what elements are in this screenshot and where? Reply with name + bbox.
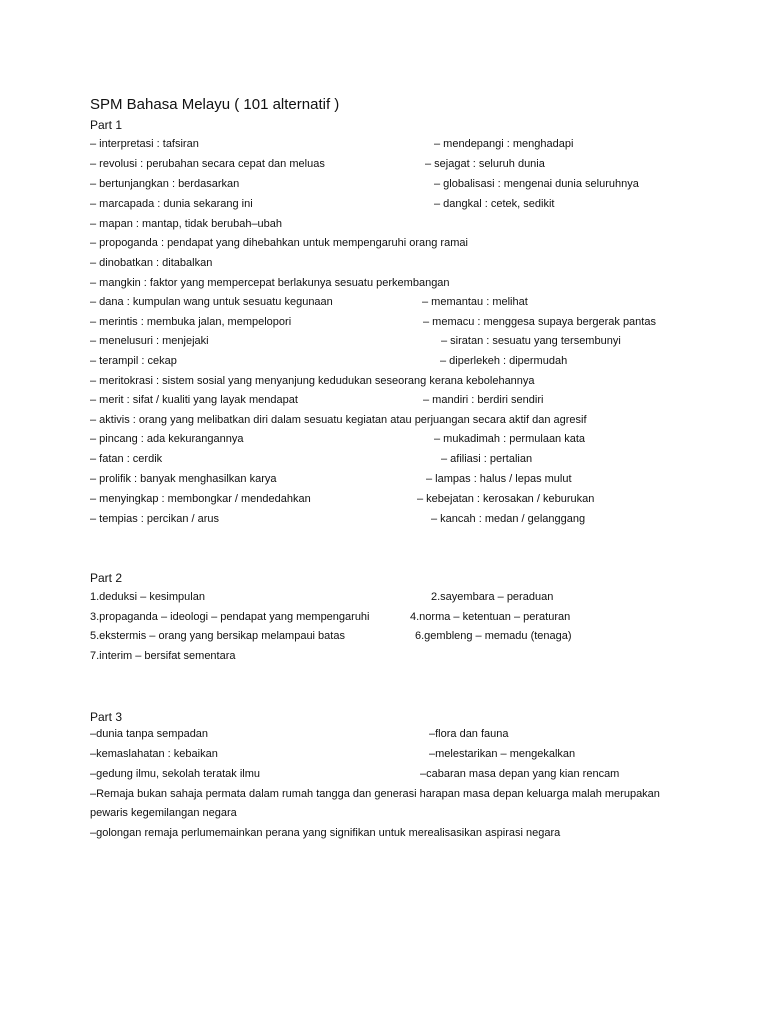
term-left: – revolusi : perubahan secara cepat dan meluas bbox=[90, 158, 325, 170]
term-right: – mandiri : berdiri sendiri bbox=[423, 394, 544, 406]
term-left: – terampil : cekap bbox=[90, 355, 177, 367]
term-left: – tempias : percikan / arus bbox=[90, 513, 220, 525]
term-left: –Remaja bukan sahaja permata dalam rumah tangga dan generasi harapan masa depan keluarga malah merupakan bbox=[90, 788, 660, 800]
list-row bbox=[0, 216, 768, 232]
term-left: – aktivis : orang yang melibatkan diri dalam sesuatu kegiatan atau perjuangan secara aktif dan agresif bbox=[90, 414, 587, 426]
term-left: – propoganda : pendapat yang dihebahkan untuk mempengaruhi orang ramai bbox=[90, 237, 468, 249]
term-left: pewaris kegemilangan negara bbox=[90, 807, 237, 819]
term-right: – memacu : menggesa supaya bergerak pantas bbox=[423, 316, 656, 328]
term-right: –flora dan fauna bbox=[429, 728, 509, 740]
term-right: – lampas : halus / lepas mulut bbox=[426, 473, 572, 485]
term-right: – afiliasi : pertalian bbox=[441, 453, 533, 465]
list-row bbox=[0, 609, 768, 625]
term-left: –golongan remaja perlumemainkan perana yang signifikan untuk merealisasikan aspirasi negara bbox=[90, 827, 561, 839]
term-right: – diperlekeh : dipermudah bbox=[440, 355, 568, 367]
list-row bbox=[0, 373, 768, 389]
list-row bbox=[0, 511, 768, 527]
list-row bbox=[0, 353, 768, 369]
term-left: 3.propaganda – ideologi – pendapat yang mempengaruhi bbox=[90, 611, 370, 623]
term-right: – globalisasi : mengenai dunia seluruhnya bbox=[434, 178, 639, 190]
list-row bbox=[0, 766, 768, 782]
part-2-heading: Part 2 bbox=[90, 571, 123, 585]
term-right: – mendepangi : menghadapi bbox=[434, 138, 574, 150]
list-row bbox=[0, 333, 768, 349]
term-left: –dunia tanpa sempadan bbox=[90, 728, 209, 740]
list-row bbox=[0, 275, 768, 291]
term-right: 2.sayembara – peraduan bbox=[431, 591, 554, 603]
term-left: – mapan : mantap, tidak berubah–ubah bbox=[90, 218, 283, 230]
list-row bbox=[0, 628, 768, 644]
term-left: – menyingkap : membongkar / mendedahkan bbox=[90, 493, 311, 505]
list-row bbox=[0, 294, 768, 310]
list-row bbox=[0, 392, 768, 408]
term-left: – bertunjangkan : berdasarkan bbox=[90, 178, 240, 190]
list-row bbox=[0, 412, 768, 428]
term-right: – sejagat : seluruh dunia bbox=[425, 158, 545, 170]
list-row bbox=[0, 235, 768, 251]
term-left: –kemaslahatan : kebaikan bbox=[90, 748, 218, 760]
term-right: – memantau : melihat bbox=[422, 296, 528, 308]
term-left: 1.deduksi – kesimpulan bbox=[90, 591, 205, 603]
list-row bbox=[0, 136, 768, 152]
list-row bbox=[0, 471, 768, 487]
list-row bbox=[0, 176, 768, 192]
list-row bbox=[0, 431, 768, 447]
term-left: – pincang : ada kekurangannya bbox=[90, 433, 244, 445]
list-row bbox=[0, 786, 768, 802]
list-row bbox=[0, 648, 768, 664]
term-right: – kebejatan : kerosakan / keburukan bbox=[417, 493, 595, 505]
term-left: – prolifik : banyak menghasilkan karya bbox=[90, 473, 277, 485]
term-left: – dinobatkan : ditabalkan bbox=[90, 257, 213, 269]
list-row bbox=[0, 746, 768, 762]
term-left: 5.ekstermis – orang yang bersikap melampaui batas bbox=[90, 630, 345, 642]
term-left: 7.interim – bersifat sementara bbox=[90, 650, 236, 662]
term-left: – fatan : cerdik bbox=[90, 453, 163, 465]
part-1-heading: Part 1 bbox=[90, 118, 123, 132]
list-row bbox=[0, 805, 768, 821]
list-row bbox=[0, 726, 768, 742]
term-left: –gedung ilmu, sekolah teratak ilmu bbox=[90, 768, 260, 780]
term-right: – mukadimah : permulaan kata bbox=[434, 433, 586, 445]
part-3-heading: Part 3 bbox=[90, 710, 123, 724]
list-row bbox=[0, 156, 768, 172]
term-left: – merintis : membuka jalan, mempelopori bbox=[90, 316, 292, 328]
list-row bbox=[0, 451, 768, 467]
term-right: – kancah : medan / gelanggang bbox=[431, 513, 586, 525]
list-row bbox=[0, 825, 768, 841]
list-row bbox=[0, 255, 768, 271]
term-right: 4.norma – ketentuan – peraturan bbox=[410, 611, 571, 623]
term-left: – merit : sifat / kualiti yang layak mendapat bbox=[90, 394, 298, 406]
term-right: 6.gembleng – memadu (tenaga) bbox=[415, 630, 572, 642]
term-left: – interpretasi : tafsiran bbox=[90, 138, 199, 150]
list-row bbox=[0, 314, 768, 330]
term-left: – marcapada : dunia sekarang ini bbox=[90, 198, 253, 210]
term-left: – meritokrasi : sistem sosial yang menyanjung kedudukan seseorang kerana kebolehannya bbox=[90, 375, 535, 387]
term-right: – siratan : sesuatu yang tersembunyi bbox=[441, 335, 621, 347]
term-left: – dana : kumpulan wang untuk sesuatu kegunaan bbox=[90, 296, 333, 308]
term-right: –cabaran masa depan yang kian rencam bbox=[420, 768, 620, 780]
term-right: – dangkal : cetek, sedikit bbox=[434, 198, 555, 210]
term-right: –melestarikan – mengekalkan bbox=[429, 748, 576, 760]
list-row bbox=[0, 196, 768, 212]
list-row bbox=[0, 589, 768, 605]
list-row bbox=[0, 491, 768, 507]
term-left: – mangkin : faktor yang mempercepat berlakunya sesuatu perkembangan bbox=[90, 277, 450, 289]
term-left: – menelusuri : menjejaki bbox=[90, 335, 209, 347]
document-title: SPM Bahasa Melayu ( 101 alternatif ) bbox=[90, 96, 340, 113]
